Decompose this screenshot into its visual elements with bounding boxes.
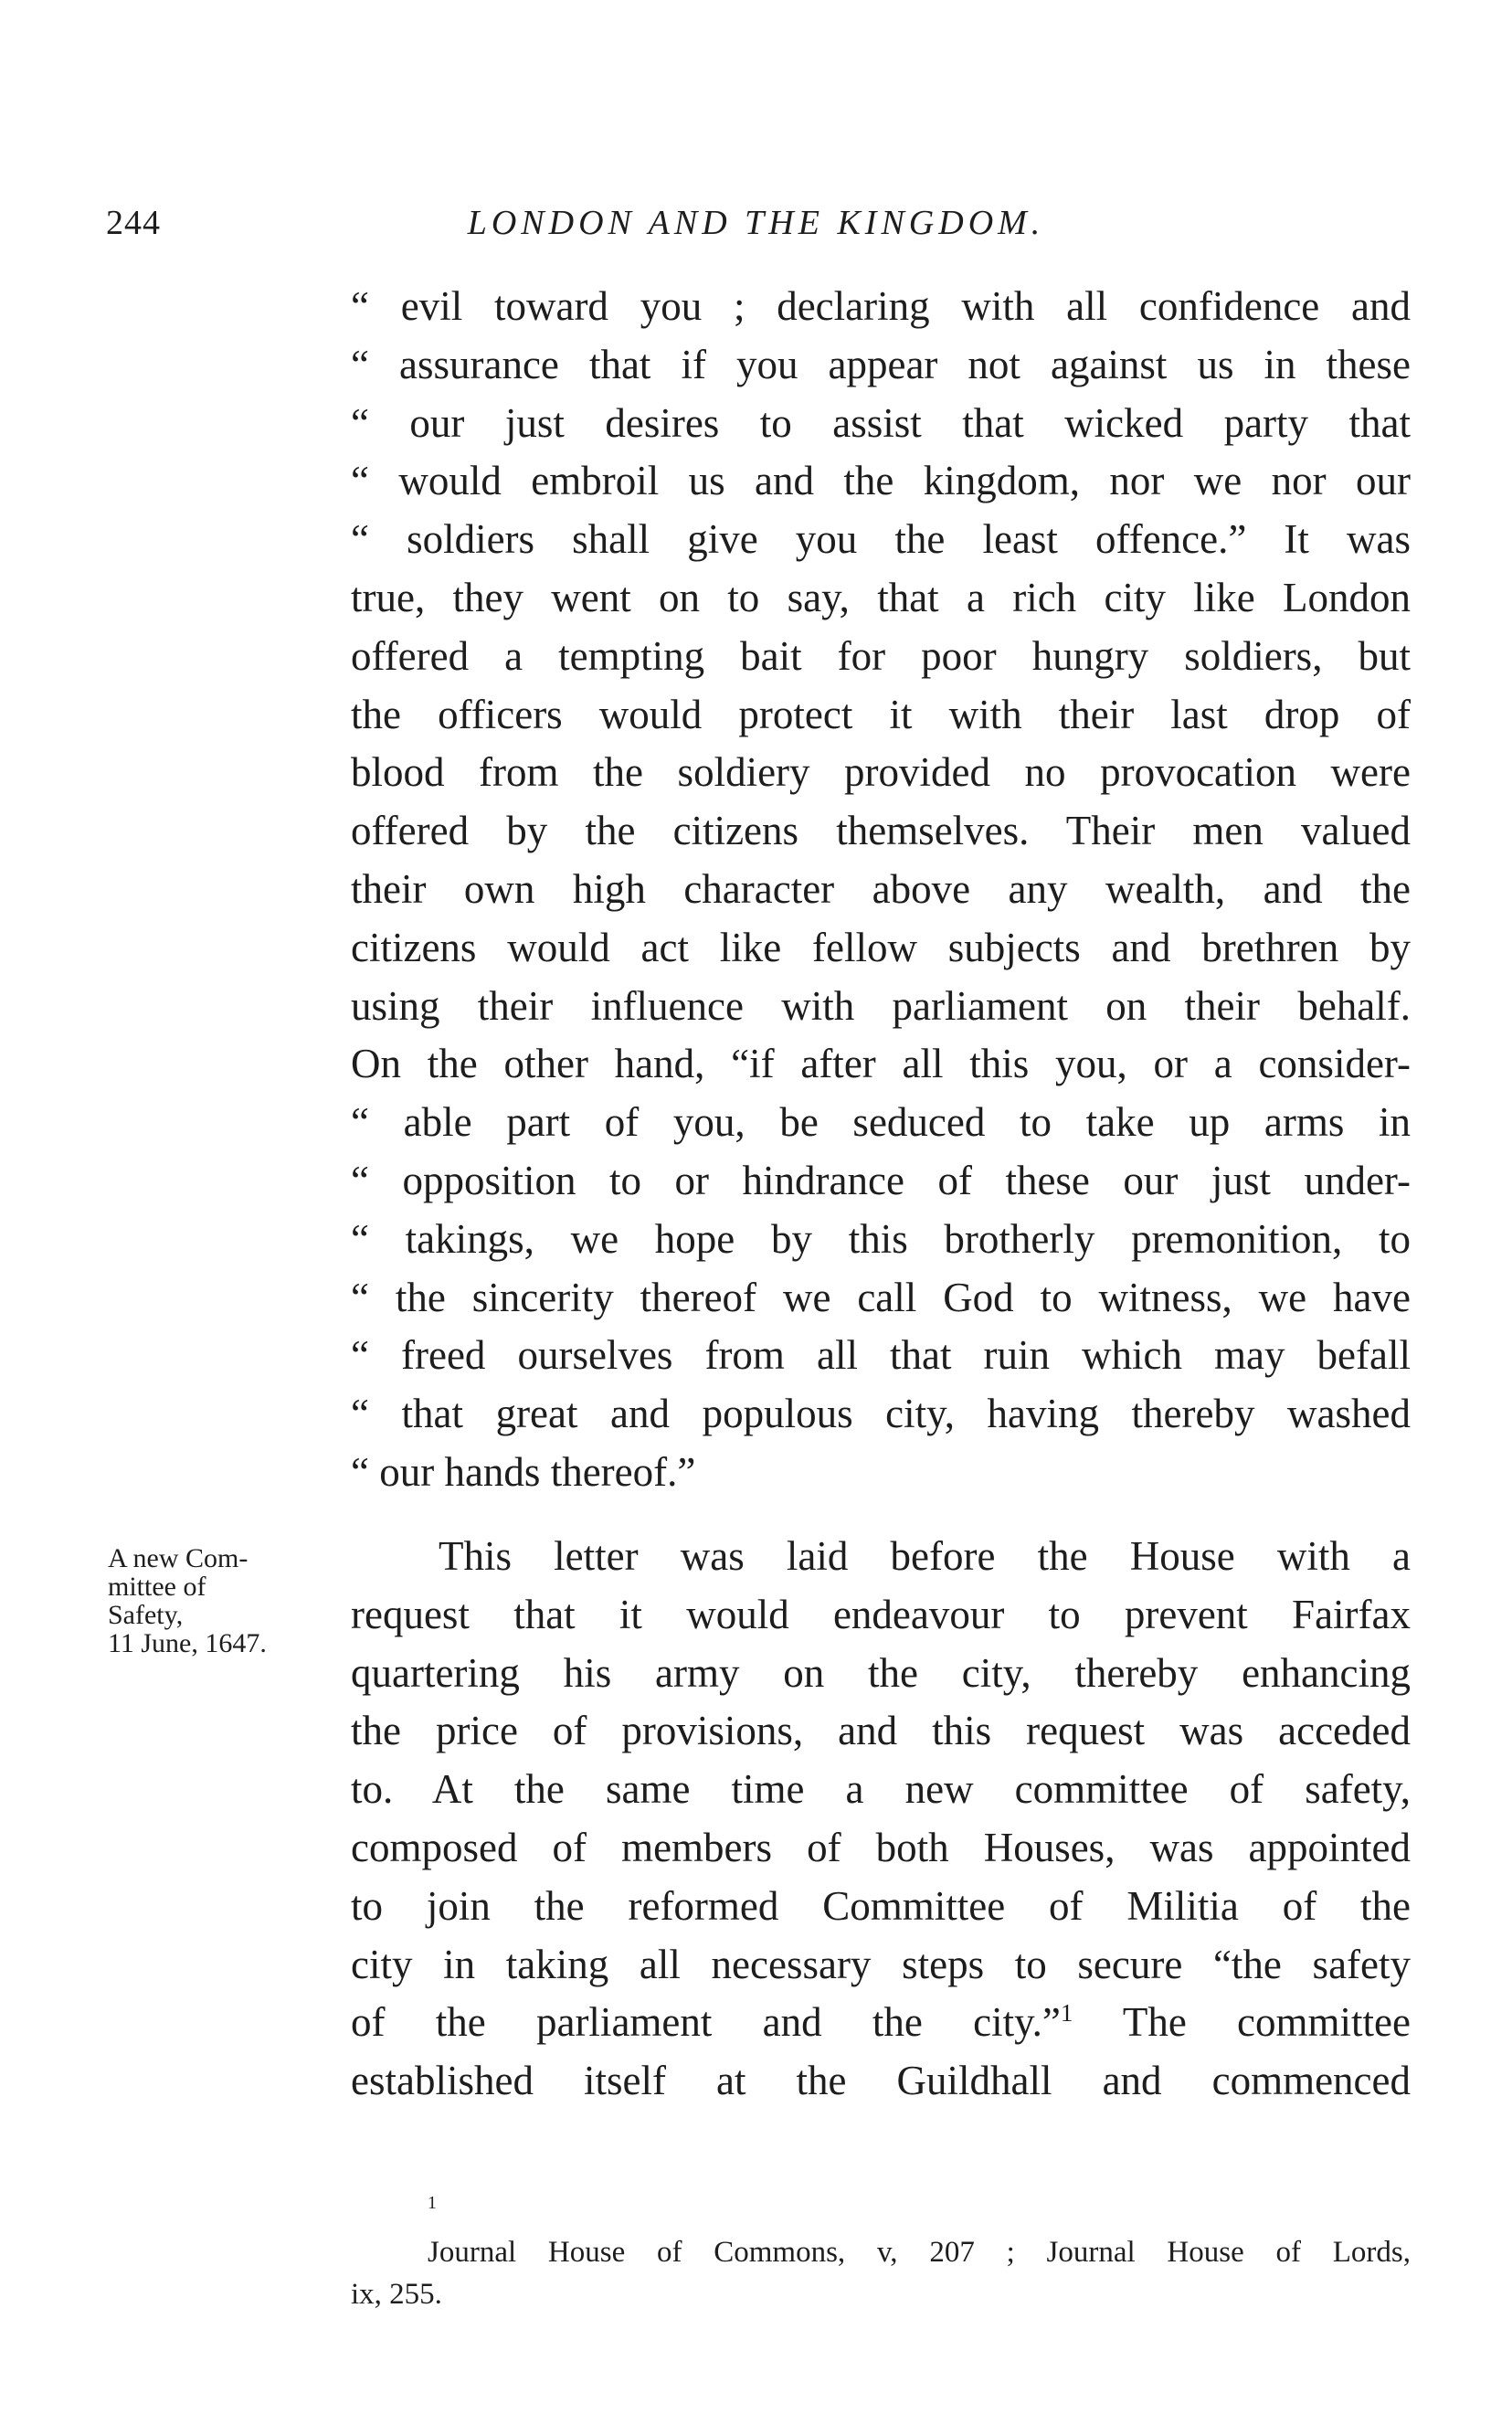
- text-segment: of the parliament and the city.”: [351, 1999, 1061, 2046]
- text-line: “ assurance that if you appear not against us in these: [351, 341, 1411, 387]
- footnote-line: ix, 255.: [351, 2278, 442, 2311]
- footnote-line: [351, 2189, 1411, 2273]
- text-line: to. At the same time a new committee of safety,: [351, 1766, 1411, 1813]
- footnote-marker: 1: [428, 2193, 437, 2214]
- text-line: blood from the soldiery provided no provocation were: [351, 749, 1411, 796]
- text-line: offered by the citizens themselves. Their men valued: [351, 808, 1411, 854]
- text-line: This letter was laid before the House with a: [439, 1533, 1411, 1579]
- text-line: “ the sincerity thereof we call God to witness, we have: [351, 1274, 1411, 1320]
- page-number: 244: [106, 204, 161, 242]
- margin-note-line: 11 June, 1647.: [108, 1628, 267, 1658]
- text-line: their own high character above any wealth, and the: [351, 865, 1411, 912]
- text-line: the price of provisions, and this request was acceded: [351, 1708, 1411, 1754]
- text-line: using their influence with parliament on their behalf.: [351, 982, 1411, 1029]
- text-line: quartering his army on the city, thereby enhancing: [351, 1649, 1411, 1696]
- paragraph-block: [351, 1528, 1411, 2111]
- text-line-with-footnote: [351, 1994, 1411, 2052]
- margin-note-line: Safety,: [108, 1600, 184, 1630]
- footnote: [351, 2189, 1411, 2315]
- text-line: established itself at the Guildhall and commenced: [351, 2058, 1411, 2104]
- text-line: “ able part of you, be seduced to take up arms in: [351, 1099, 1411, 1146]
- footnote-reference: 1: [1060, 1999, 1073, 2028]
- text-line: “ evil toward you ; declaring with all confidence and: [351, 283, 1411, 329]
- margin-note-line: mittee of: [108, 1572, 206, 1602]
- text-line: request that it would endeavour to prevent Fairfax: [351, 1591, 1411, 1637]
- quoted-letter-block: [351, 278, 1411, 1502]
- footnote-text: Journal House of Commons, v, 207 ; Journal House of Lords,: [428, 2236, 1411, 2269]
- text-line: “ takings, we hope by this brotherly premonition, to: [351, 1215, 1411, 1262]
- text-line: composed of members of both Houses, was appointed: [351, 1824, 1411, 1870]
- margin-note-line: A new Com-: [108, 1543, 248, 1573]
- text-line: “ soldiers shall give you the least offence.” It was: [351, 516, 1411, 563]
- text-line: “ our just desires to assist that wicked party that: [351, 399, 1411, 446]
- text-line: to join the reformed Committee of Militia of the: [351, 1882, 1411, 1929]
- text-line: offered a tempting bait for poor hungry soldiers, but: [351, 632, 1411, 679]
- text-line: “ freed ourselves from all that ruin which may befall: [351, 1332, 1411, 1379]
- text-segment: The committee: [1122, 1999, 1411, 2046]
- text-line: “ would embroil us and the kingdom, nor we nor our: [351, 458, 1411, 504]
- margin-note: [108, 1544, 327, 1657]
- text-line: “ opposition to or hindrance of these our just under-: [351, 1157, 1411, 1203]
- text-line: true, they went on to say, that a rich city like London: [351, 574, 1411, 620]
- text-line: the officers would protect it with their last drop of: [351, 691, 1411, 737]
- running-head: LONDON AND THE KINGDOM.: [467, 204, 1045, 242]
- text-line: On the other hand, “if after all this you, or a consider-: [351, 1041, 1411, 1087]
- text-line: citizens would act like fellow subjects and brethren by: [351, 924, 1411, 970]
- text-line: “ our hands thereof.”: [351, 1448, 696, 1495]
- text-line: “ that great and populous city, having thereby washed: [351, 1391, 1411, 1437]
- text-line: city in taking all necessary steps to secure “the safety: [351, 1941, 1411, 1987]
